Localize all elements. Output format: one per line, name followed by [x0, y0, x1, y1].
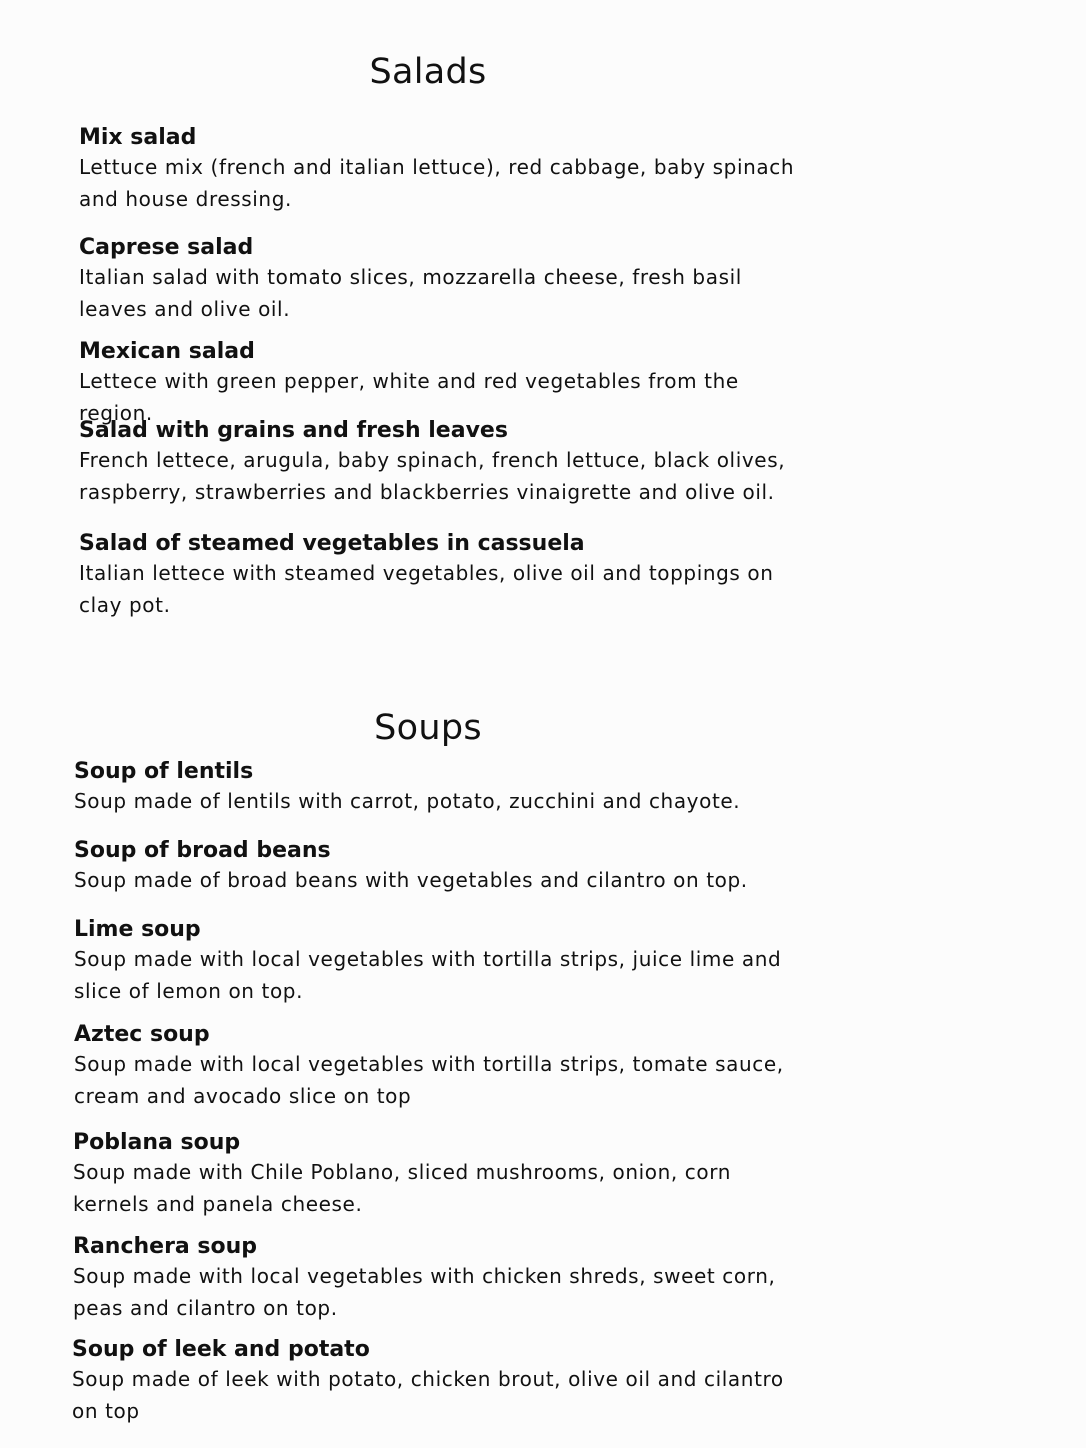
item-description: Soup made with local vegetables with tortilla strips, tomate sauce, cream and avocado slice on top [74, 1052, 784, 1108]
item-name: Salad with grains and fresh leaves [79, 418, 508, 443]
menu-item-steamed-vegetables-salad [79, 531, 799, 621]
item-description: Italian salad with tomato slices, mozzarella cheese, fresh basil leaves and olive oil. [79, 265, 742, 321]
menu-item-soup-of-broad-beans [74, 838, 794, 896]
item-name: Mexican salad [79, 339, 255, 364]
item-description: Soup made with Chile Poblano, sliced mushrooms, onion, corn kernels and panela cheese. [73, 1160, 731, 1216]
item-description: French lettece, arugula, baby spinach, french lettuce, black olives, raspberry, strawberries and blackberries vinaigrette and olive oil. [79, 448, 786, 504]
menu-item-lime-soup [74, 917, 794, 1007]
soups-heading: Soups [374, 708, 482, 748]
item-description: Soup made with local vegetables with chicken shreds, sweet corn, peas and cilantro on top. [73, 1264, 776, 1320]
menu-item-soup-of-lentils [74, 759, 794, 817]
item-name: Aztec soup [74, 1022, 210, 1047]
item-name: Soup of broad beans [74, 838, 331, 863]
menu-item-mix-salad [79, 125, 799, 215]
item-name: Ranchera soup [73, 1234, 258, 1259]
item-name: Soup of leek and potato [72, 1337, 370, 1362]
item-description: Soup made with local vegetables with tortilla strips, juice lime and slice of lemon on top. [74, 947, 782, 1003]
item-name: Poblana soup [73, 1130, 241, 1155]
item-description: Soup made of leek with potato, chicken brout, olive oil and cilantro on top [72, 1367, 784, 1423]
menu-item-grains-salad [79, 418, 799, 508]
menu-item-caprese-salad [79, 235, 799, 325]
salads-heading: Salads [369, 52, 487, 92]
menu-item-ranchera-soup [73, 1234, 793, 1324]
item-name: Salad of steamed vegetables in cassuela [79, 531, 585, 556]
item-description: Italian lettece with steamed vegetables, olive oil and toppings on clay pot. [79, 561, 774, 617]
menu-item-poblana-soup [73, 1130, 793, 1220]
menu-item-mexican-salad [79, 339, 799, 429]
item-name: Soup of lentils [74, 759, 254, 784]
item-name: Mix salad [79, 125, 197, 150]
item-name: Caprese salad [79, 235, 254, 260]
item-description: Soup made of broad beans with vegetables and cilantro on top. [74, 868, 748, 892]
item-description: Lettece with green pepper, white and red vegetables from the region. [79, 369, 739, 425]
item-description: Lettuce mix (french and italian lettuce), red cabbage, baby spinach and house dressing. [79, 155, 795, 211]
menu-item-leek-and-potato-soup [72, 1337, 792, 1427]
item-name: Lime soup [74, 917, 201, 942]
menu-item-aztec-soup [74, 1022, 794, 1112]
item-description: Soup made of lentils with carrot, potato, zucchini and chayote. [74, 789, 741, 813]
